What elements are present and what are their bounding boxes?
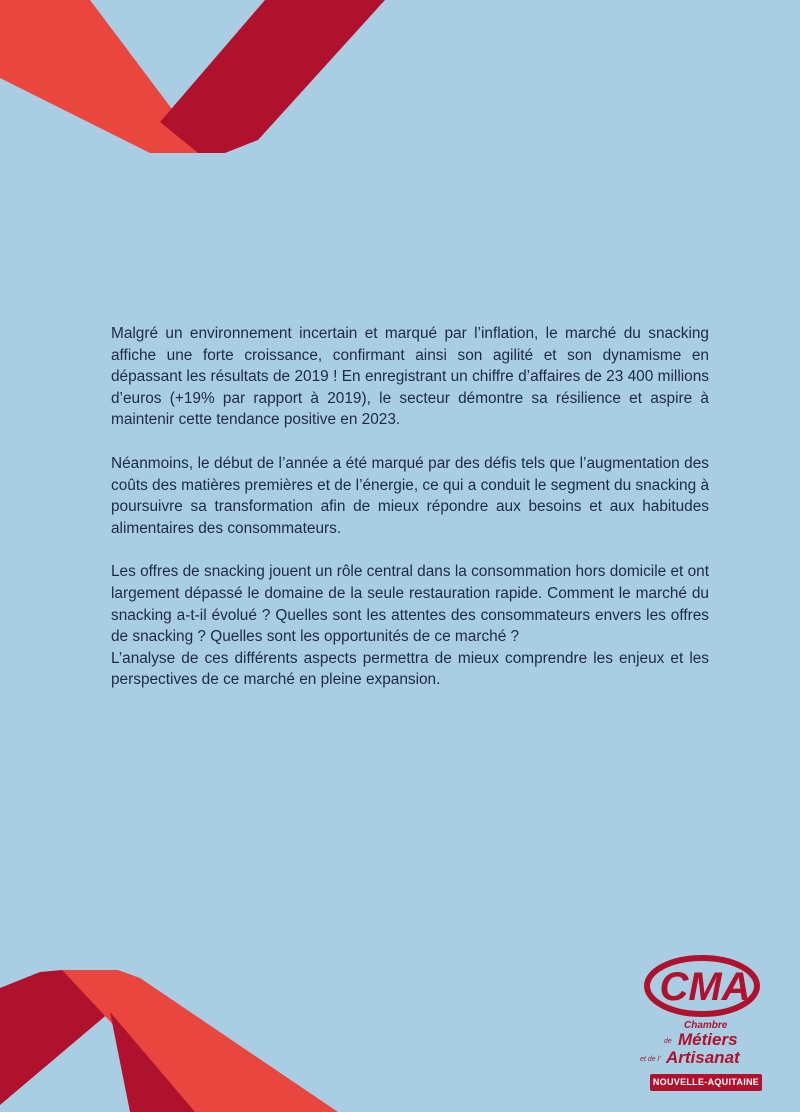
logo-metiers-text: Métiers [678,1030,738,1049]
logo-et-de-l-text: et de l’ [640,1056,661,1063]
cma-logo-mark [644,952,766,1018]
logo-artisanat-text: Artisanat [666,1048,740,1067]
cma-logo [640,952,770,1094]
body-text [111,323,709,713]
logo-chambre-text: Chambre [684,1020,728,1031]
paragraph-challenges: Néanmoins, le début de l’année a été marqué par des défis tels que l’augmentation des coûts des matières premières et de l’énergie, ce qui a conduit le segment du snacking à poursuivre sa transformation afin de mieux répondre aux besoins et aux habitudes alimentaires des consommateurs. [111,454,710,537]
logo-region-badge: NOUVELLE-AQUITAINE [650,1074,762,1091]
paragraph-analysis: L’analyse de ces différents aspects permettra de mieux comprendre les enjeux et les perspectives de ce marché en pleine expansion. [111,649,709,689]
paragraph-questions: Les offres de snacking jouent un rôle central dans la consommation hors domicile et ont largement dépassé le domaine de la seule restauration rapide. Comment le marché du snacking a-t-il évolué ? Quelles sont les attentes des consommateurs envers les offres de snacking ? Quelles sont les opportunités de ce marché ? [111,563,709,646]
top-ribbon-decoration [0,0,800,160]
paragraph-intro: Malgré un environnement incertain et marqué par l’inflation, le marché du snacking affiche une forte croissance, confirmant ainsi son agilité et son dynamisme en dépassant les résultats de 2019 ! En enregistrant un chiffre d’affaires de 23 400 millions d’euros (+19% par rapport à 2019), le secteur démontre sa résilience et aspire à maintenir cette tendance positive en 2023. [111,325,709,429]
svg-text:CMA: CMA [659,965,751,1009]
logo-de-text: de [664,1038,672,1045]
